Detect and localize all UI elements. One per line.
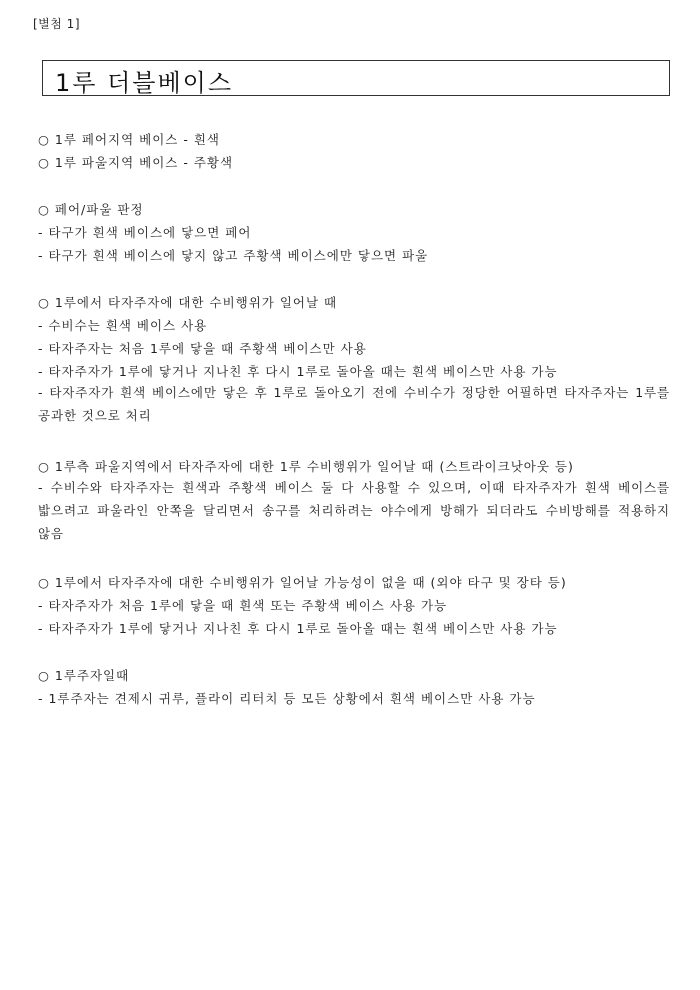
title-box xyxy=(42,60,670,96)
list-item: - 타자주자가 1루에 닿거나 지나친 후 다시 1루로 돌아올 때는 흰색 베이스만 사용 가능 xyxy=(38,364,558,379)
list-item: - 수비수는 흰색 베이스 사용 xyxy=(38,318,208,333)
section-heading-foul-area-play: ○ 1루측 파울지역에서 타자주자에 대한 1루 수비행위가 일어날 때 (스트라이크낫아웃 등) xyxy=(38,459,574,474)
list-item: - 타구가 흰색 베이스에 닿지 않고 주황색 베이스에만 닿으면 파울 xyxy=(38,248,429,263)
list-item-paragraph: - 수비수와 타자주자는 흰색과 주황색 베이스 둘 다 사용할 수 있으며, 이때 타자주자가 흰색 베이스를 밟으려고 파울라인 안쪽을 달리면서 송구를 처리하려는 야수에게 방해가 되더라도 수비방해를 적용하지 않음 xyxy=(38,480,670,541)
list-item: - 타자주자가 처음 1루에 닿을 때 흰색 또는 주황색 베이스 사용 가능 xyxy=(38,598,448,613)
section-heading-bases-foul: ○ 1루 파울지역 베이스 - 주황색 xyxy=(38,155,234,170)
section-heading-runner-on-first: ○ 1루주자일때 xyxy=(38,668,130,683)
section-heading-bases-fair: ○ 1루 페어지역 베이스 - 흰색 xyxy=(38,132,220,147)
section-heading-no-play: ○ 1루에서 타자주자에 대한 수비행위가 일어날 가능성이 없을 때 (외야 타구 및 장타 등) xyxy=(38,575,567,590)
list-item: - 타구가 흰색 베이스에 닿으면 페어 xyxy=(38,225,252,240)
annex-label: [별첨 1] xyxy=(33,17,80,31)
list-item-paragraph: - 타자주자가 흰색 베이스에만 닿은 후 1루로 돌아오기 전에 수비수가 정당한 어필하면 타자주자는 1루를 공과한 것으로 처리 xyxy=(38,385,670,423)
section-heading-defensive-play: ○ 1루에서 타자주자에 대한 수비행위가 일어날 때 xyxy=(38,295,338,310)
list-item: - 타자주자가 1루에 닿거나 지나친 후 다시 1루로 돌아올 때는 흰색 베이스만 사용 가능 xyxy=(38,621,558,636)
list-item: - 1루주자는 견제시 귀루, 플라이 리터치 등 모든 상황에서 흰색 베이스만 사용 가능 xyxy=(38,691,536,706)
list-item: - 타자주자는 처음 1루에 닿을 때 주황색 베이스만 사용 xyxy=(38,341,367,356)
document-title: 1루 더블베이스 xyxy=(55,69,234,97)
section-heading-fair-foul: ○ 페어/파울 판정 xyxy=(38,202,144,217)
